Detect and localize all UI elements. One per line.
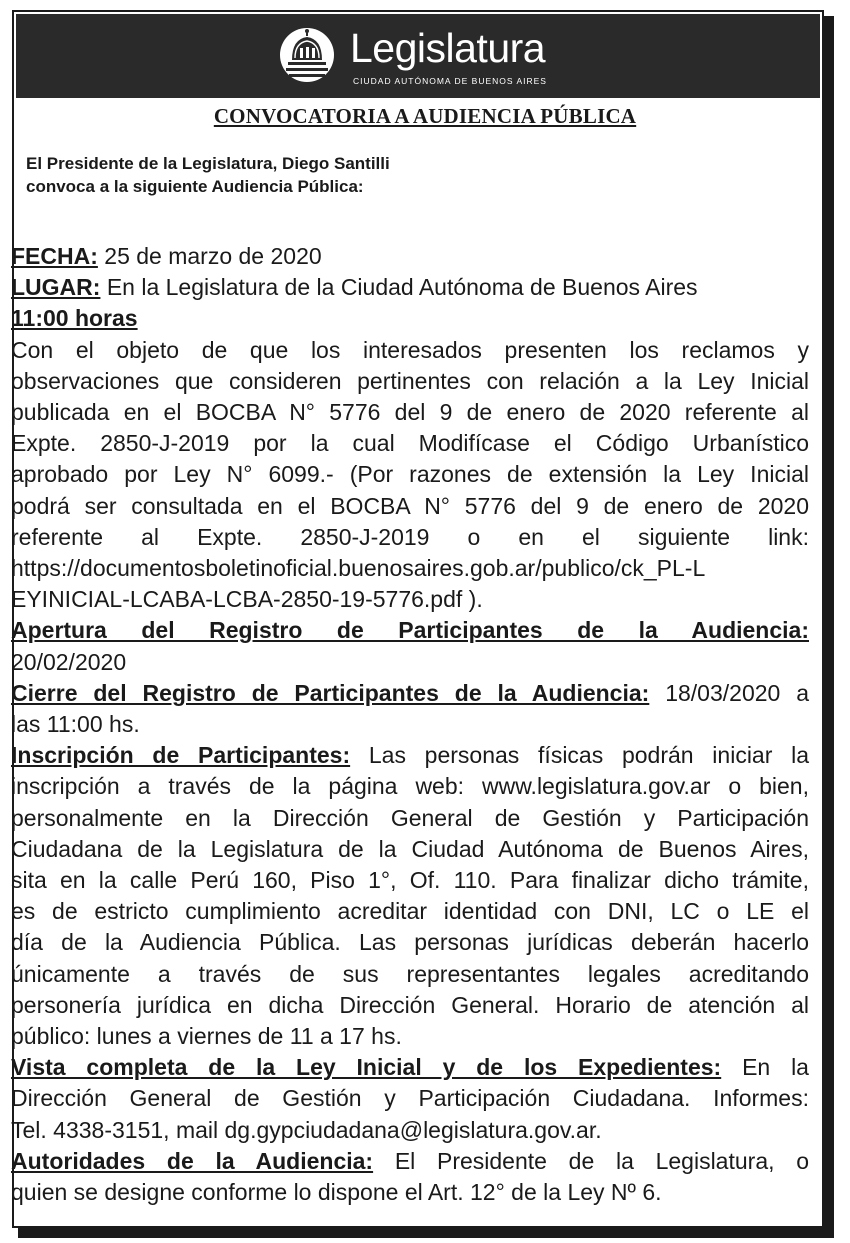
fecha-value: 25 de marzo de 2020: [97, 243, 322, 269]
lugar-value: En la Legislatura de la Ciudad Autónoma de Buenos Aires: [100, 274, 698, 301]
inscripcion-line: Ciudadana de la Legislatura de la Ciudad Autónoma de Buenos Aires,: [11, 835, 809, 862]
inscripcion-row: [11, 740, 809, 771]
objeto-line: aprobado por Ley N° 6099.- (Por razones de extensión la Ley Inicial: [11, 461, 809, 488]
inscripcion-line: es de estricto cumplimiento acreditar identidad con DNI, LC o LE el: [11, 898, 809, 925]
autoridades-text: El Presidente de la Legislatura, o: [373, 1147, 810, 1174]
vista-line: Tel. 4338-3151, mail dg.gypciudadana@legislatura.gov.ar.: [11, 1116, 602, 1143]
inscripcion-line: personalmente en la Dirección General de Gestión y Participación: [11, 804, 809, 831]
objeto-line: Con el objeto de que los interesados presenten los reclamos y: [11, 336, 809, 363]
fecha-row: [11, 241, 809, 272]
autoridades-label: Autoridades de la Audiencia:: [11, 1147, 374, 1174]
cierre-label: Cierre del Registro de Participantes de la Audiencia:: [11, 679, 650, 706]
apertura-value: 20/02/2020: [11, 648, 127, 675]
objeto-line: referente al Expte. 2850-J-2019 o en el siguiente link:: [11, 523, 809, 550]
intro-line: convoca a la siguiente Audiencia Pública:: [26, 177, 364, 196]
objeto-line: Expte. 2850-J-2019 por la cual Modifícase el Código Urbanístico: [11, 430, 809, 457]
inscripcion-line: personería jurídica en dicha Dirección General. Horario de atención al: [11, 991, 809, 1018]
apertura-row: [11, 615, 809, 646]
vista-label: Vista completa de la Ley Inicial y de los Expedientes:: [11, 1054, 722, 1081]
autoridades-row: [11, 1146, 809, 1177]
apertura-label: Apertura del Registro de Participantes de la Audiencia:: [11, 617, 809, 644]
cierre-value-cont: las 11:00 hs.: [11, 711, 140, 738]
lugar-label: LUGAR:: [11, 274, 101, 301]
header-banner: [16, 14, 820, 98]
hora-row: [11, 303, 809, 334]
fecha-label: FECHA:: [11, 243, 98, 269]
inscripcion-line: día de la Audiencia Pública. Las personas jurídicas deberán hacerlo: [11, 929, 809, 956]
inscripcion-line: público: lunes a viernes de 11 a 17 hs.: [11, 1023, 402, 1050]
cierre-row: [11, 678, 809, 709]
brand-subtitle: CIUDAD AUTÓNOMA DE BUENOS AIRES: [353, 76, 547, 86]
inscripcion-text: Las personas físicas podrán iniciar la: [350, 742, 810, 769]
objeto-link-line: https://documentosboletinoficial.buenosaires.gob.ar/publico/ck_PL-L: [11, 555, 706, 582]
objeto-line: observaciones que consideren pertinentes con relación a la Ley Inicial: [11, 367, 809, 394]
vista-row: [11, 1052, 809, 1083]
objeto-link-line: EYINICIAL-LCABA-LCBA-2850-19-5776.pdf ).: [11, 586, 483, 613]
vista-text: En la: [721, 1054, 809, 1081]
inscripcion-label: Inscripción de Participantes:: [11, 742, 351, 769]
notice-body: [11, 241, 809, 1208]
dome-icon: [278, 22, 336, 88]
autoridades-line: quien se designe conforme lo dispone el Art. 12° de la Ley Nº 6.: [11, 1179, 662, 1206]
vista-line: Dirección General de Gestión y Participación Ciudadana. Informes:: [11, 1085, 809, 1112]
inscripcion-line: sita en la calle Perú 160, Piso 1°, Of. 110. Para finalizar dicho trámite,: [11, 867, 809, 894]
intro-text: [26, 152, 586, 198]
brand-name: Legislatura: [350, 25, 546, 71]
objeto-line: podrá ser consultada en el BOCBA N° 5776 del 9 de enero de 2020: [11, 492, 809, 519]
intro-line: El Presidente de la Legislatura, Diego Santilli: [26, 154, 390, 173]
inscripcion-line: únicamente a través de sus representantes legales acreditando: [11, 960, 809, 987]
cierre-value: 18/03/2020 a: [649, 679, 810, 706]
notice-title: CONVOCATORIA A AUDIENCIA PÚBLICA: [213, 104, 637, 128]
hora-label: 11:00 horas: [11, 305, 138, 332]
inscripcion-line: inscripción a través de la página web: www.legislatura.gov.ar o bien,: [11, 773, 809, 800]
objeto-line: publicada en el BOCBA N° 5776 del 9 de enero de 2020 referente al: [11, 399, 809, 426]
lugar-row: [11, 272, 809, 303]
